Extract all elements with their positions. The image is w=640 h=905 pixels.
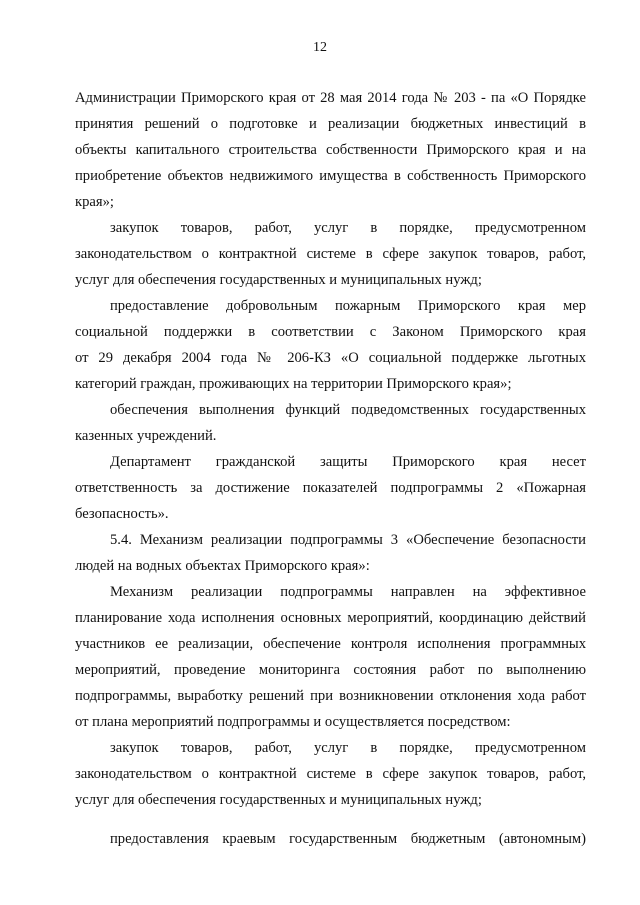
text-line: категорий граждан, проживающих на территории Приморского края»; bbox=[75, 376, 512, 392]
text-line: объекты капитального строительства собственности Приморского края и на bbox=[75, 142, 586, 158]
text-line: обеспечения выполнения функций подведомственных государственных bbox=[110, 402, 586, 418]
section-heading-line: 5.4. Механизм реализации подпрограммы 3 «Обеспечение безопасности bbox=[110, 532, 586, 548]
text-line: услуг для обеспечения государственных и муниципальных нужд; bbox=[75, 272, 482, 288]
text-line: законодательством о контрактной системе в сфере закупок товаров, работ, bbox=[75, 246, 586, 262]
text-line: закупок товаров, работ, услуг в порядке, предусмотренном bbox=[110, 740, 586, 756]
text-line: Департамент гражданской защиты Приморского края несет bbox=[110, 454, 586, 470]
text-line: ответственность за достижение показателей подпрограммы 2 «Пожарная bbox=[75, 480, 586, 496]
text-line: услуг для обеспечения государственных и муниципальных нужд; bbox=[75, 792, 482, 808]
page-number: 12 bbox=[313, 40, 327, 55]
text-line: края»; bbox=[75, 194, 114, 210]
text-line: казенных учреждений. bbox=[75, 428, 217, 444]
text-line: от 29 декабря 2004 года № 206-КЗ «О социальной поддержке льготных bbox=[75, 350, 586, 366]
text-line: закупок товаров, работ, услуг в порядке, предусмотренном bbox=[110, 220, 586, 236]
text-line: приобретение объектов недвижимого имущества в собственность Приморского bbox=[75, 168, 586, 184]
text-line: безопасность». bbox=[75, 506, 169, 522]
text-line: предоставление добровольным пожарным Приморского края мер bbox=[110, 298, 586, 314]
text-line: планирование хода исполнения основных мероприятий, координацию действий bbox=[75, 610, 586, 626]
text-line: подпрограммы, выработку решений при возникновении отклонения хода работ bbox=[75, 688, 586, 704]
section-heading-line: людей на водных объектах Приморского края»: bbox=[75, 558, 370, 574]
text-line: участников ее реализации, обеспечение контроля исполнения программных bbox=[75, 636, 586, 652]
text-line: социальной поддержки в соответствии с Законом Приморского края bbox=[75, 324, 586, 340]
text-line: принятия решений о подготовке и реализации бюджетных инвестиций в bbox=[75, 116, 586, 132]
text-line: мероприятий, проведение мониторинга состояния работ по выполнению bbox=[75, 662, 586, 678]
text-line: законодательством о контрактной системе в сфере закупок товаров, работ, bbox=[75, 766, 586, 782]
text-line: предоставления краевым государственным бюджетным (автономным) bbox=[110, 831, 586, 847]
text-line: от плана мероприятий подпрограммы и осуществляется посредством: bbox=[75, 714, 511, 730]
text-line: Администрации Приморского края от 28 мая 2014 года № 203 - па «О Порядке bbox=[75, 90, 586, 106]
text-line: Механизм реализации подпрограммы направлен на эффективное bbox=[110, 584, 586, 600]
